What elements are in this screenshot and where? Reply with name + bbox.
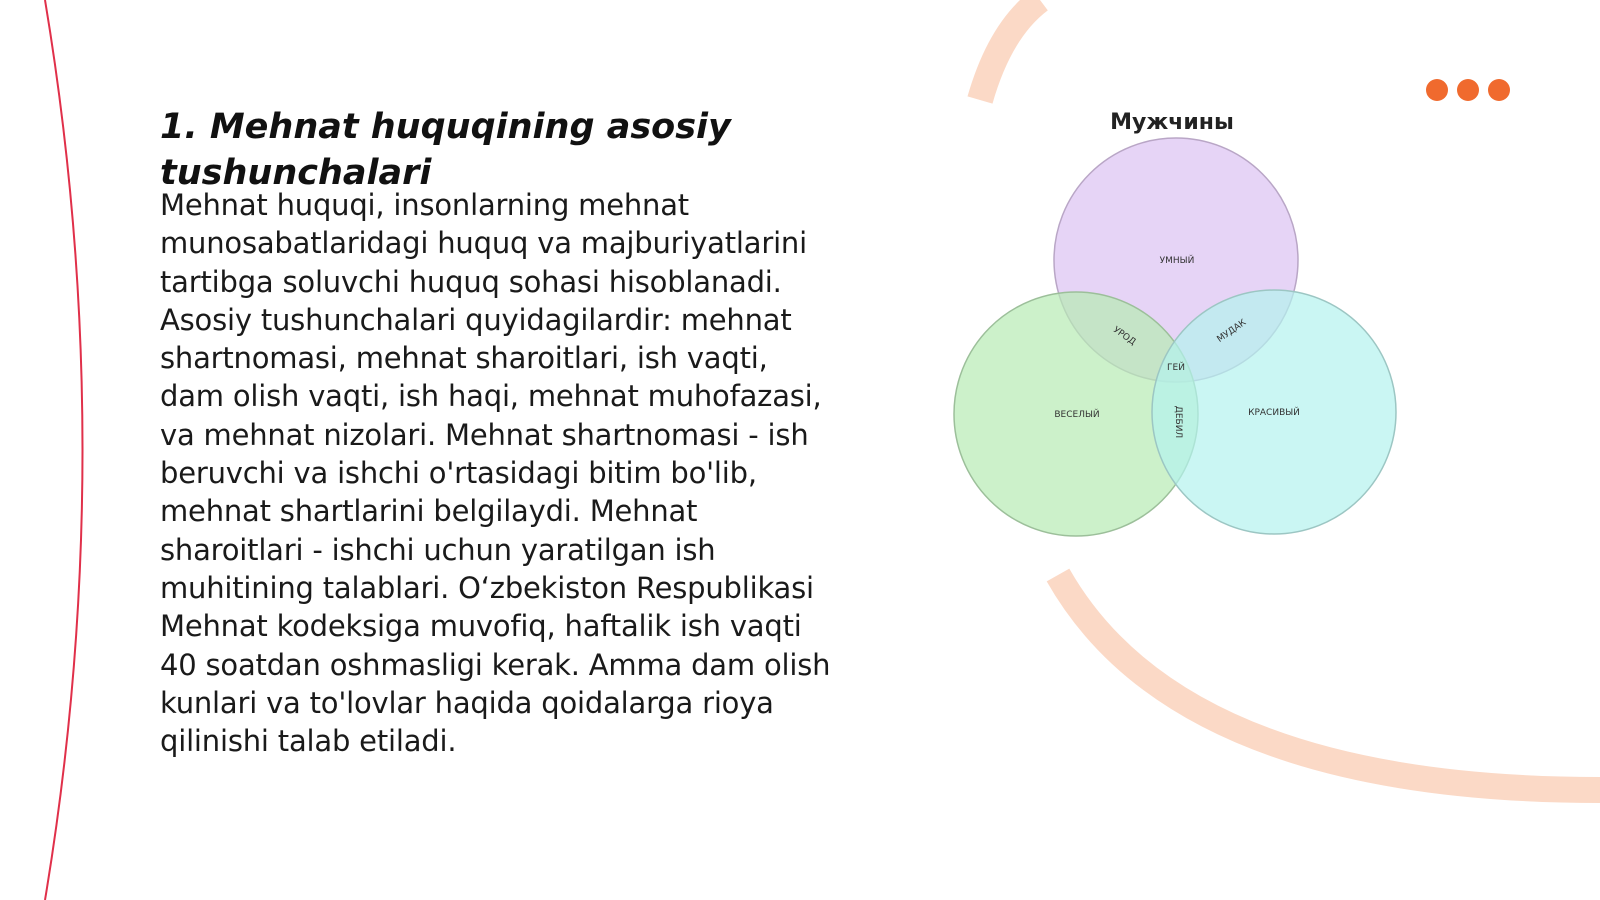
venn-label-top: УМНЫЙ: [1159, 256, 1195, 266]
dot: [1457, 79, 1479, 101]
dot: [1426, 79, 1448, 101]
venn-diagram: [940, 100, 1410, 550]
venn-overlap-top-left: УРОД: [1111, 325, 1138, 348]
venn-overlap-center: ГЕЙ: [1167, 363, 1185, 373]
more-dots-icon: [1426, 79, 1510, 101]
slide-title: 1. Mehnat huquqining asosiy tushunchalari: [160, 107, 731, 193]
slide-body-text: Mehnat huquqi, insonlarning mehnat munosabatlaridagi huquq va majburiyatlarini tartibga soluvchi huquq sohasi hisoblanadi. Asosiy tushunchalari quyidagilardir: mehnat shartnomasi, mehnat sharoitlari, ish vaqti, dam olish vaqti, ish haqi, mehnat muhofazasi, va mehnat nizolari. Mehnat shartnomasi - ish beruvchi va ishchi o'rtasidagi bitim bo'lib, mehnat shartlarini belgilaydi. Mehnat sharoitlari - ishchi uchun yaratilgan ish muhitining talablari. O‘zbekiston Respublikasi Mehnat kodeksiga muvofiq, haftalik ish vaqti 40 soatdan oshmasligi kerak. Amma dam olish kunlari va to'lovlar haqida qoidalarga rioya qilinishi talab etiladi.: [160, 188, 831, 759]
bottom-arc: [1058, 575, 1600, 790]
dot: [1488, 79, 1510, 101]
left-accent-line: [45, 0, 83, 900]
venn-overlap-top-right: МУДАК: [1215, 317, 1249, 345]
venn-label-left: ВЕСЕЛЫЙ: [1054, 410, 1100, 420]
venn-title: Мужчины: [1110, 110, 1234, 135]
venn-overlap-left-right: ДЕБИЛ: [1173, 405, 1183, 439]
top-arc: [980, 0, 1040, 100]
venn-label-right: КРАСИВЫЙ: [1248, 408, 1300, 418]
